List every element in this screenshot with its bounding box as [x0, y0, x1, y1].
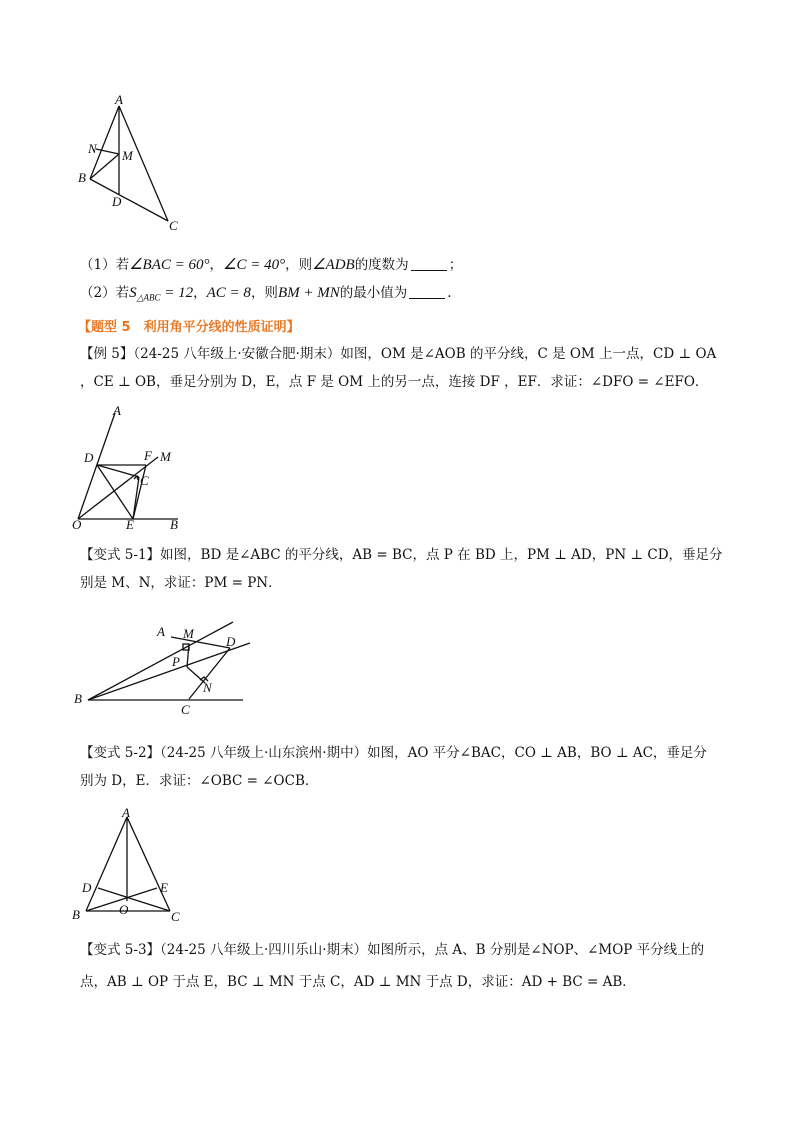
label-c: C: [140, 473, 149, 488]
label-m: M: [183, 626, 194, 641]
variant-5-3-line-2: 点，AB ⊥ OP 于点 E，BC ⊥ MN 于点 C，AD ⊥ MN 于点 D，求证：AD + BC = AB．: [80, 974, 636, 990]
label-e: E: [160, 880, 168, 895]
label-o: O: [119, 902, 129, 917]
label-m: M: [122, 148, 133, 163]
label-d: D: [112, 194, 122, 209]
section-header: 【题型 5 利用角平分线的性质证明】: [78, 320, 300, 335]
variant-5-1-line-1: 【变式 5-1】如图，BD 是∠ABC 的平分线，AB = BC，点 P 在 BD 上，PM ⊥ AD，PN ⊥ CD，垂足分: [80, 547, 723, 563]
answer-blank-2[interactable]: [409, 284, 445, 299]
label-n: N: [88, 141, 97, 156]
label-p: P: [172, 654, 180, 669]
label-a: A: [157, 624, 165, 639]
variant-5-1-line-2: 别是 M、N，求证：PM = PN．: [80, 575, 282, 591]
label-c: C: [181, 702, 190, 717]
label-c: C: [171, 909, 180, 924]
label-d: D: [226, 634, 236, 649]
label-e: E: [126, 517, 134, 530]
question-1: （1）若∠BAC = 60°，∠C = 40°，则∠ADB的度数为 ；: [80, 257, 463, 273]
question-2: （2）若$S_{\triangle ABC} = 12$，AC = 8，则BM + MN的最小值为 .: [80, 285, 452, 303]
figure-quadrilateral-abcd: [68, 610, 258, 720]
label-f: F: [144, 448, 152, 463]
label-a: A: [115, 92, 123, 107]
label-c: C: [169, 218, 178, 233]
label-m: M: [160, 449, 171, 464]
label-n: N: [203, 680, 212, 695]
example-5-line-1: 【例 5】（24-25 八年级上·安徽合肥·期末）如图，OM 是∠AOB 的平分线，C 是 OM 上一点，CD ⊥ OA: [80, 346, 717, 362]
variant-5-2-line-2: 别为 D，E．求证：∠OBC = ∠OCB．: [80, 773, 319, 789]
figure-isosceles-triangle: [68, 805, 193, 925]
variant-5-2-line-1: 【变式 5-2】（24-25 八年级上·山东滨州·期中）如图，AO 平分∠BAC，CO ⊥ AB，BO ⊥ AC，垂足分: [80, 745, 707, 761]
label-a: A: [113, 405, 121, 418]
label-b: B: [170, 517, 178, 530]
label-o: O: [72, 517, 82, 530]
label-d: D: [84, 450, 94, 465]
figure-angle-aob: [68, 405, 188, 530]
label-a: A: [122, 805, 130, 820]
label-b: B: [74, 691, 82, 706]
label-b: B: [78, 170, 86, 185]
example-5-line-2: ，CE ⊥ OB，垂足分别为 D，E，点 F 是 OM 上的另一点，连接 DF ，EF．求证：∠DFO = ∠EFO．: [80, 374, 709, 390]
answer-blank-1[interactable]: [411, 256, 447, 271]
figure-triangle-abc-1: [75, 92, 190, 237]
label-d: D: [82, 880, 92, 895]
variant-5-3-line-1: 【变式 5-3】（24-25 八年级上·四川乐山·期末）如图所示，点 A、B 分别是∠NOP、∠MOP 平分线上的: [80, 942, 705, 958]
label-b: B: [72, 907, 80, 922]
